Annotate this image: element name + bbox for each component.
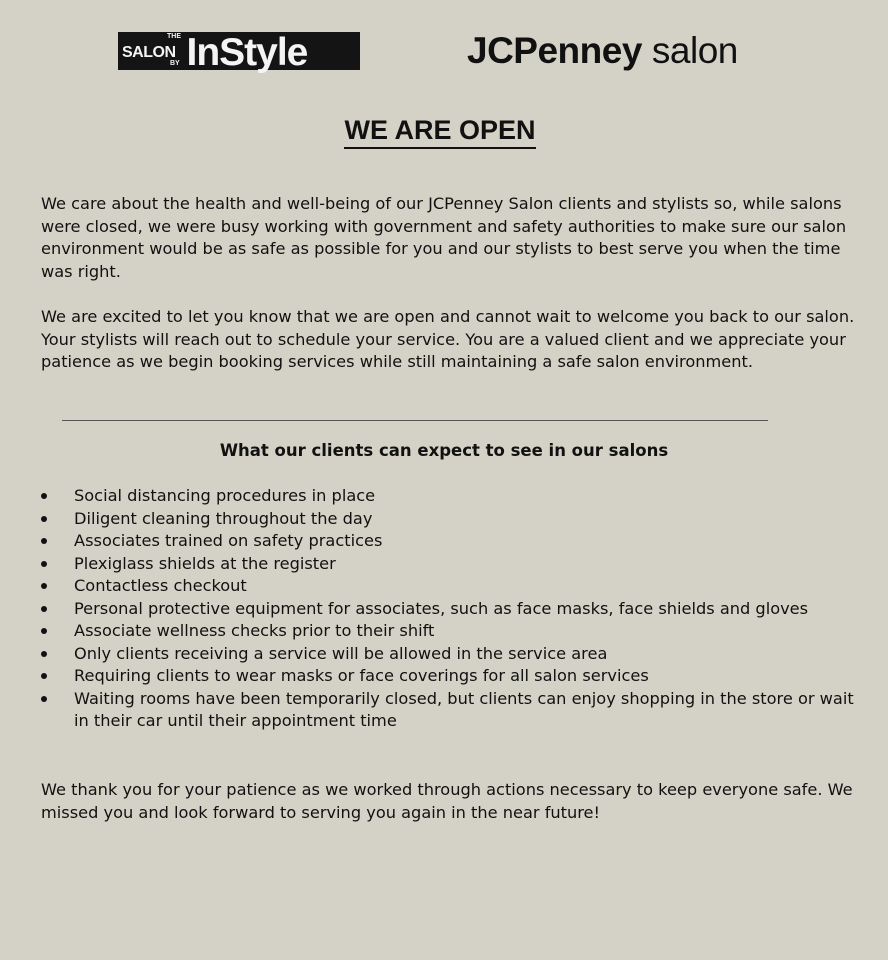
list-item-text: Associates trained on safety practices bbox=[74, 531, 383, 550]
intro-paragraph: We care about the health and well-being of our JCPenney Salon clients and stylists so, while salons were closed, we were busy working with government and safety authorities to make sure our salon environment would be as safe as possible for you and our stylists to best serve you when the time was right. bbox=[41, 194, 847, 281]
list-item bbox=[41, 553, 871, 576]
logo-salon-text: SALON bbox=[122, 44, 176, 61]
list-item bbox=[41, 575, 871, 598]
list-item-text: Associate wellness checks prior to their shift bbox=[74, 621, 435, 640]
logo-the-text: THE bbox=[167, 33, 181, 40]
bullet-icon bbox=[41, 583, 47, 589]
bullet-icon bbox=[41, 493, 47, 499]
list-item bbox=[41, 665, 871, 688]
list-item bbox=[41, 643, 871, 666]
list-item bbox=[41, 620, 871, 643]
closing-paragraph: We thank you for your patience as we worked through actions necessary to keep everyone safe. We missed you and look forward to serving you again in the near future! bbox=[41, 780, 853, 822]
list-item-text: Personal protective equipment for associates, such as face masks, face shields and gloves bbox=[74, 598, 809, 618]
page-title-text: WE ARE OPEN bbox=[344, 115, 535, 149]
bullet-icon bbox=[41, 651, 47, 657]
open-paragraph: We are excited to let you know that we are open and cannot wait to welcome you back to our salon. Your stylists will reach out to schedule your service. You are a valued client and we appreciate your patience as we begin booking services while still maintaining a safe salon environment. bbox=[41, 307, 855, 371]
logo-jcpenney-text: JCPenney bbox=[467, 30, 642, 71]
list-item bbox=[41, 508, 871, 531]
bullet-icon bbox=[41, 516, 47, 522]
list-item-text: Plexiglass shields at the register bbox=[74, 553, 336, 573]
list-item-text: Only clients receiving a service will be allowed in the service area bbox=[74, 643, 608, 663]
jcpenney-salon-logo bbox=[467, 28, 738, 74]
page-title bbox=[0, 115, 880, 149]
expect-list bbox=[41, 485, 871, 733]
list-item bbox=[41, 598, 871, 621]
logo-by-text: BY bbox=[170, 60, 180, 67]
list-item-text: Social distancing procedures in place bbox=[74, 486, 376, 505]
list-item bbox=[41, 530, 871, 553]
list-item-text: Diligent cleaning throughout the day bbox=[74, 508, 373, 528]
list-item-text: Requiring clients to wear masks or face coverings for all salon services bbox=[74, 666, 649, 685]
bullet-icon bbox=[41, 696, 47, 702]
bullet-icon bbox=[41, 673, 47, 679]
bullet-icon bbox=[41, 538, 47, 544]
bullet-icon bbox=[41, 606, 47, 612]
list-item bbox=[41, 688, 871, 733]
logo-salon-word: salon bbox=[651, 30, 738, 71]
list-item-text: Waiting rooms have been temporarily closed, but clients can enjoy shopping in the store or wait in their car until their appointment time bbox=[74, 688, 854, 730]
logo-instyle-text: InStyle bbox=[186, 30, 308, 74]
bullet-icon bbox=[41, 561, 47, 567]
list-item bbox=[41, 485, 871, 508]
bullet-icon bbox=[41, 628, 47, 634]
section-divider bbox=[62, 420, 768, 421]
list-item-text: Contactless checkout bbox=[74, 576, 247, 595]
expect-heading: What our clients can expect to see in our salons bbox=[219, 441, 669, 460]
salon-by-instyle-logo bbox=[118, 30, 360, 74]
